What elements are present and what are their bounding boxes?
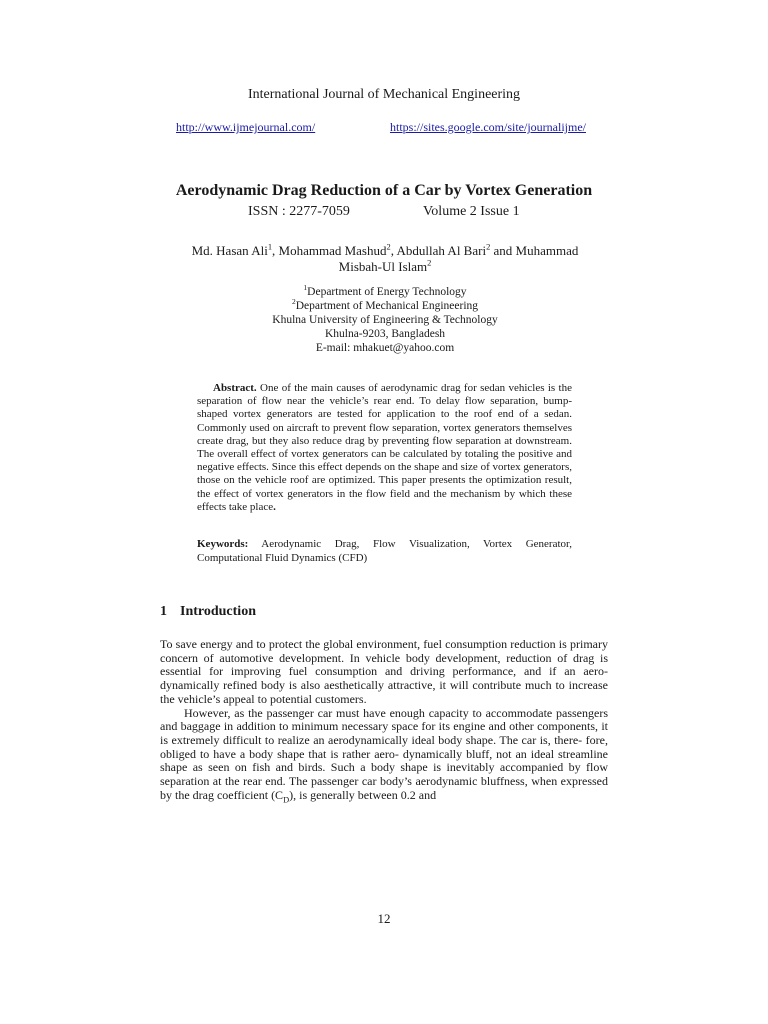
paragraph-text: ), is generally between 0.2 and <box>289 787 437 802</box>
subscript: D <box>283 795 290 805</box>
paper-title: Aerodynamic Drag Reduction of a Car by Vortex Generation <box>175 182 593 199</box>
affiliation-email: E-mail: mhakuet@yahoo.com <box>315 342 455 354</box>
affil-mark: 2 <box>291 297 296 307</box>
keywords-label: Keywords: <box>197 538 249 550</box>
journal-name: International Journal of Mechanical Engineering <box>247 87 521 102</box>
section-title: Introduction <box>180 604 256 619</box>
affiliation-university: Khulna University of Engineering & Technology <box>272 314 498 326</box>
paragraph-text: However, as the passenger car must have enough capacity to accommodate passengers and baggage in addition to minimum necessary space for its engine and other components, it is extremely difficult to realize an aerodynamically ideal body shape. The car is, there- fore, obliged to have a body shape that is rather aero- dynamically bluff, not an ideal streamline shape as seen on fish and birds. Such a body shape is inevitably accompanied by flow separation at the rear end. The passenger car body’s aerodynamic bluffness, when expressed by the drag coefficient (C <box>160 705 608 802</box>
paragraph: To save energy and to protect the global environment, fuel consumption reduction is primary concern of automotive development. In vehicle body development, reduction of drag is essential for improving fuel consumption and driving performance, and if an aero- dynamically refined body is also aesthetically attractive, it will contribute much to increase the vehicle’s appeal to potential customers. <box>160 637 608 706</box>
abstract-text: One of the main causes of aerodynamic drag for sedan vehicles is the separation of flow near the vehicle’s rear end. To delay flow separation, bump-shaped vortex generators are tested for application to the roof end of a sedan. Commonly used on aircraft to prevent flow separation, vortex generators themselves create drag, but they also reduce drag by preventing flow separation at downstream. The overall effect of vortex generators can be calculated by totaling the positive and negative effects. Since this effect depends on the shape and size of vortex generators, those on the vehicle roof are optimized. This paper presents the optimization result, the effect of vortex generators in the flow field and the mechanism by which these effects take place <box>197 382 572 513</box>
affiliation-dept: Department of Mechanical Engineering <box>295 300 479 312</box>
affiliation-city: Khulna-9203, Bangladesh <box>324 328 446 340</box>
affiliations <box>200 285 570 355</box>
author-name: Abdullah Al Bari <box>396 243 487 258</box>
body-text <box>160 637 608 805</box>
paragraph <box>160 707 608 803</box>
author-list: Md. Hasan Ali$^1$, Mohammad Mashud$^2$, Abdullah Al Bari$^2$ and Muhammad Misbah-Ul Islam$^2$ <box>191 241 579 274</box>
author-name: Mohammad Mashud <box>278 243 387 258</box>
journal-google-site-link[interactable]: https://sites.google.com/site/journalijme/ <box>390 120 586 134</box>
author-affil-mark: 2 <box>427 257 432 268</box>
keywords-text: Aerodynamic Drag, Flow Visualization, Vortex Generator, Computational Fluid Dynamics (CFD) <box>197 538 572 564</box>
affiliation-line <box>200 299 570 313</box>
author-name: and Muhammad Misbah-Ul Islam <box>338 243 579 274</box>
page-number: 12 <box>377 911 391 926</box>
volume-issue: Volume 2 Issue 1 <box>423 204 520 219</box>
affiliation-dept: Department of Energy Technology <box>307 286 467 298</box>
abstract-label: Abstract. <box>213 382 257 394</box>
abstract <box>197 382 572 514</box>
abstract-end: . <box>273 500 276 513</box>
section-heading <box>160 604 256 620</box>
journal-website-link[interactable]: http://www.ijmejournal.com/ <box>176 120 316 134</box>
author-affil-mark: 2 <box>386 241 391 252</box>
author-affil-mark: 1 <box>267 241 273 252</box>
affiliation-line <box>200 285 570 299</box>
keywords <box>197 537 572 565</box>
author-name: Md. Hasan Ali <box>191 243 268 258</box>
affil-mark: 1 <box>303 283 308 293</box>
section-number: 1 <box>160 604 167 619</box>
author-affil-mark: 2 <box>486 241 491 252</box>
issn: ISSN : 2277-7059 <box>248 204 350 219</box>
